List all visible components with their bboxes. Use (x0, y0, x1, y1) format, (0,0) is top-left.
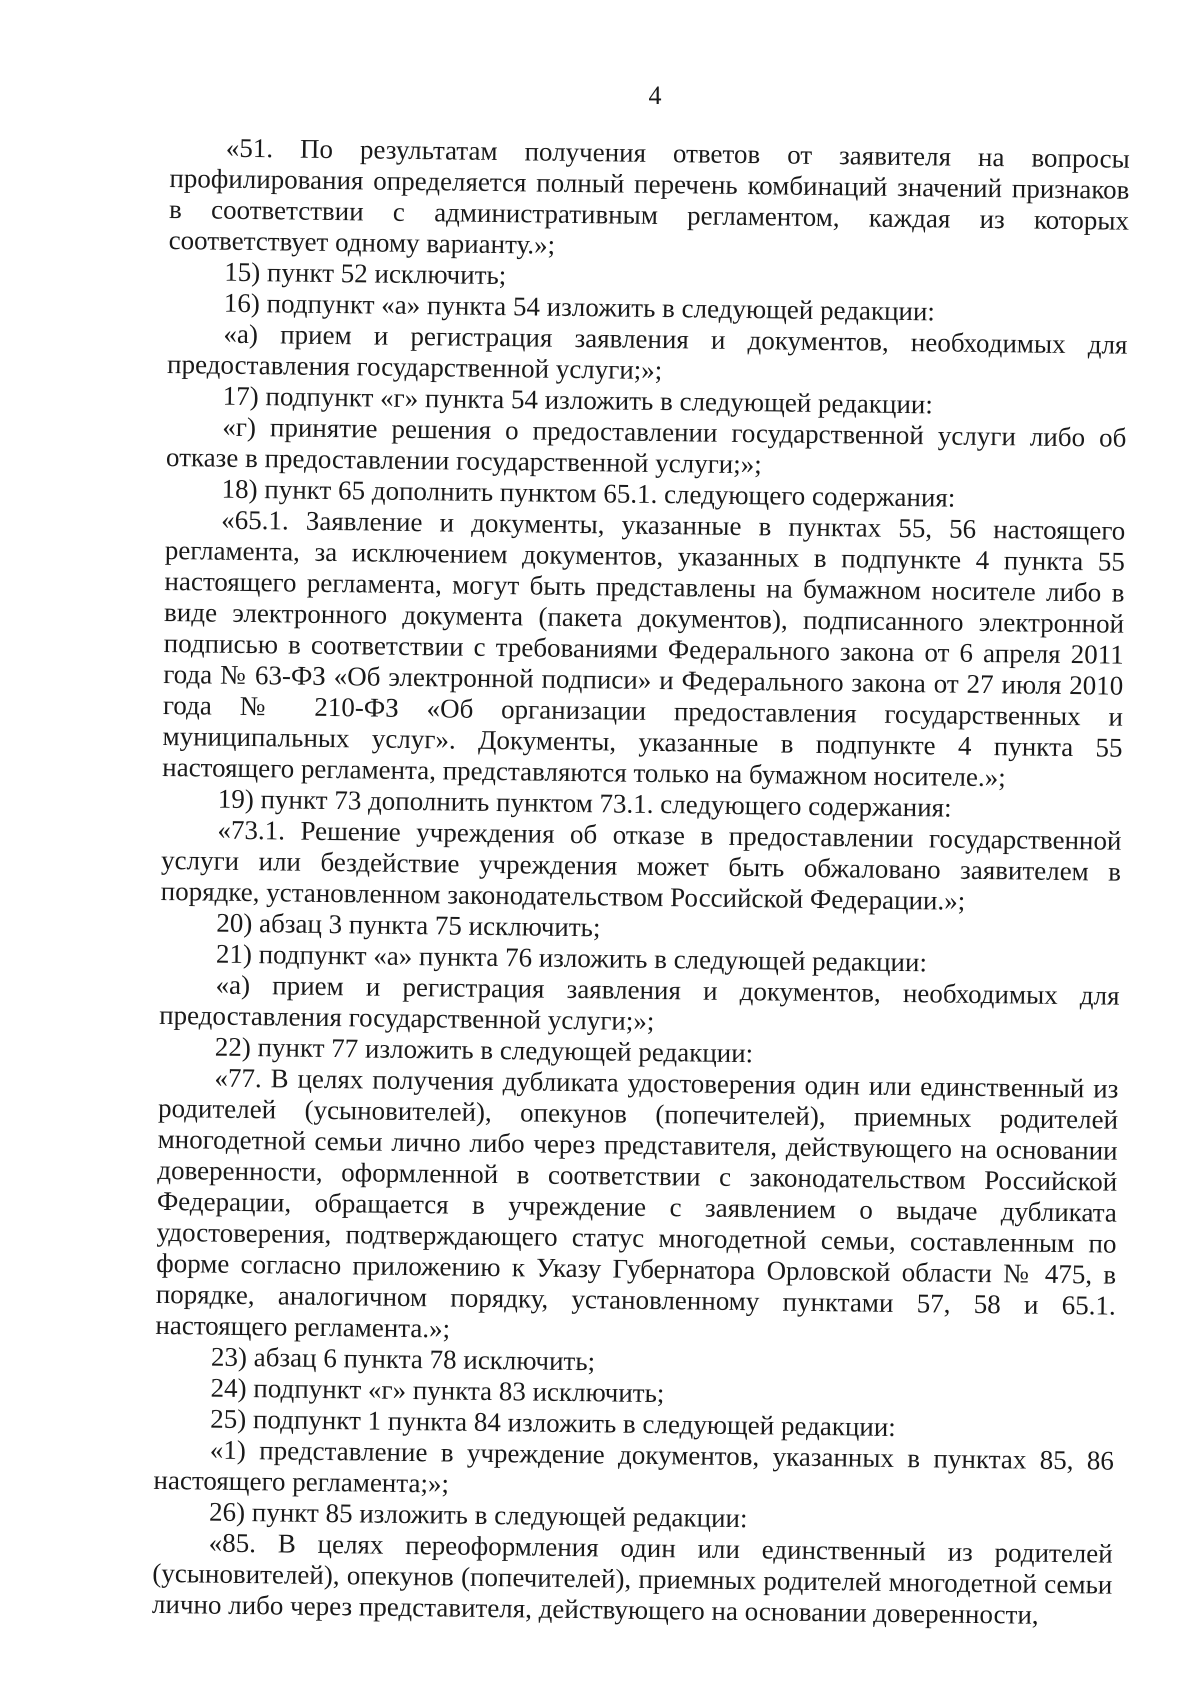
item-23: 23) абзац 6 пункта 78 исключить; (210, 1341, 596, 1377)
item-21: 21) подпункт «а» пункта 76 изложить в следующей редакции: (215, 938, 928, 978)
item-17-quote: «г) принятие решения о предоставлении государственной услуги либо об отказе в предоставлении государственной услуги;»; (165, 411, 1127, 480)
item-19: 19) пункт 73 дополнить пунктом 73.1. следующего содержания: (217, 783, 952, 823)
item-16-quote: «а) прием и регистрация заявления и документов, необходимых для предоставления государственной услуги;»; (166, 318, 1128, 386)
item-21-quote: «а) прием и регистрация заявления и документов, необходимых для предоставления государственной услуги;»; (159, 969, 1120, 1036)
item-18-quote: «65.1. Заявление и документы, указанные в пунктах 55, 56 настоящего регламента, за исключением документов, указанных в подпункте 4 пункта 55 настоящего регламента, могут быть представлены на бумажном носителе либо в виде электронного документа (пакета документов), подписанного электронной подписью в соответствии с требованиями Федерального закона от 6 апреля 2011 года № 63-ФЗ «Об электронной подписи» и Федерального закона от 27 июля 2010 года № 210-ФЗ «Об организации предоставления государственных и муниципальных услуг». Документы, указанные в подпункте 4 пункта 55 настоящего регламента, представляются только на бумажном носителе.»; (162, 504, 1126, 793)
item-24: 24) подпункт «г» пункта 83 исключить; (210, 1372, 665, 1409)
page-number: 4 (648, 81, 662, 110)
item-19-quote: «73.1. Решение учреждения об отказе в предоставлении государственной услуги или бездействие учреждения может быть обжаловано заявителем в порядке, установленном законодательством Российской Федерации.»; (160, 814, 1122, 916)
item-16: 16) подпункт «а» пункта 54 изложить в следующей редакции: (223, 287, 936, 327)
item-18: 18) пункт 65 дополнить пунктом 65.1. следующего содержания: (221, 473, 956, 513)
paragraph-51: «51. По результатам получения ответов от заявителя на вопросы профилирования определяется полный перечень комбинаций значений признаков в соответствии с административным регламентом, каждая из которых соответствует одному варианту.»; (168, 132, 1130, 260)
item-17: 17) подпункт «г» пункта 54 изложить в следующей редакции: (222, 380, 934, 420)
item-22-quote: «77. В целях получения дубликата удостоверения один или единственный из родителей (усыновителей), опекунов (попечителей), приемных родителей многодетной семьи лично либо через представителя, действующего на основании доверенности, оформленной в соответствии с законодательством Российской Федерации, обращается в учреждение с заявлением о выдаче дубликата удостоверения, подтверждающего статус многодетной семьи, составленным по форме согласно приложению к Указу Губернатора Орловской области № 475, в порядке, аналогичном порядку, установленному пунктами 57, 58 и 65.1. настоящего регламента.»; (155, 1062, 1119, 1344)
item-26: 26) пункт 85 изложить в следующей редакции: (208, 1496, 748, 1534)
item-26-quote: «85. В целях переоформления один или единственный из родителей (усыновителей), опекунов (попечителей), приемных родителей многодетной семьи лично либо через представителя, действующего на основании доверенности, (151, 1527, 1113, 1630)
item-20: 20) абзац 3 пункта 75 исключить; (216, 907, 601, 943)
document-body (152, 132, 1130, 1632)
item-25-quote: «1) представление в учреждение документов, указанных в пунктах 85, 86 настоящего регламента;»; (153, 1434, 1115, 1499)
item-25: 25) подпункт 1 пункта 84 изложить в следующей редакции: (210, 1403, 896, 1442)
item-22: 22) пункт 77 изложить в следующей редакции: (214, 1031, 754, 1069)
item-15: 15) пункт 52 исключить; (224, 256, 507, 291)
